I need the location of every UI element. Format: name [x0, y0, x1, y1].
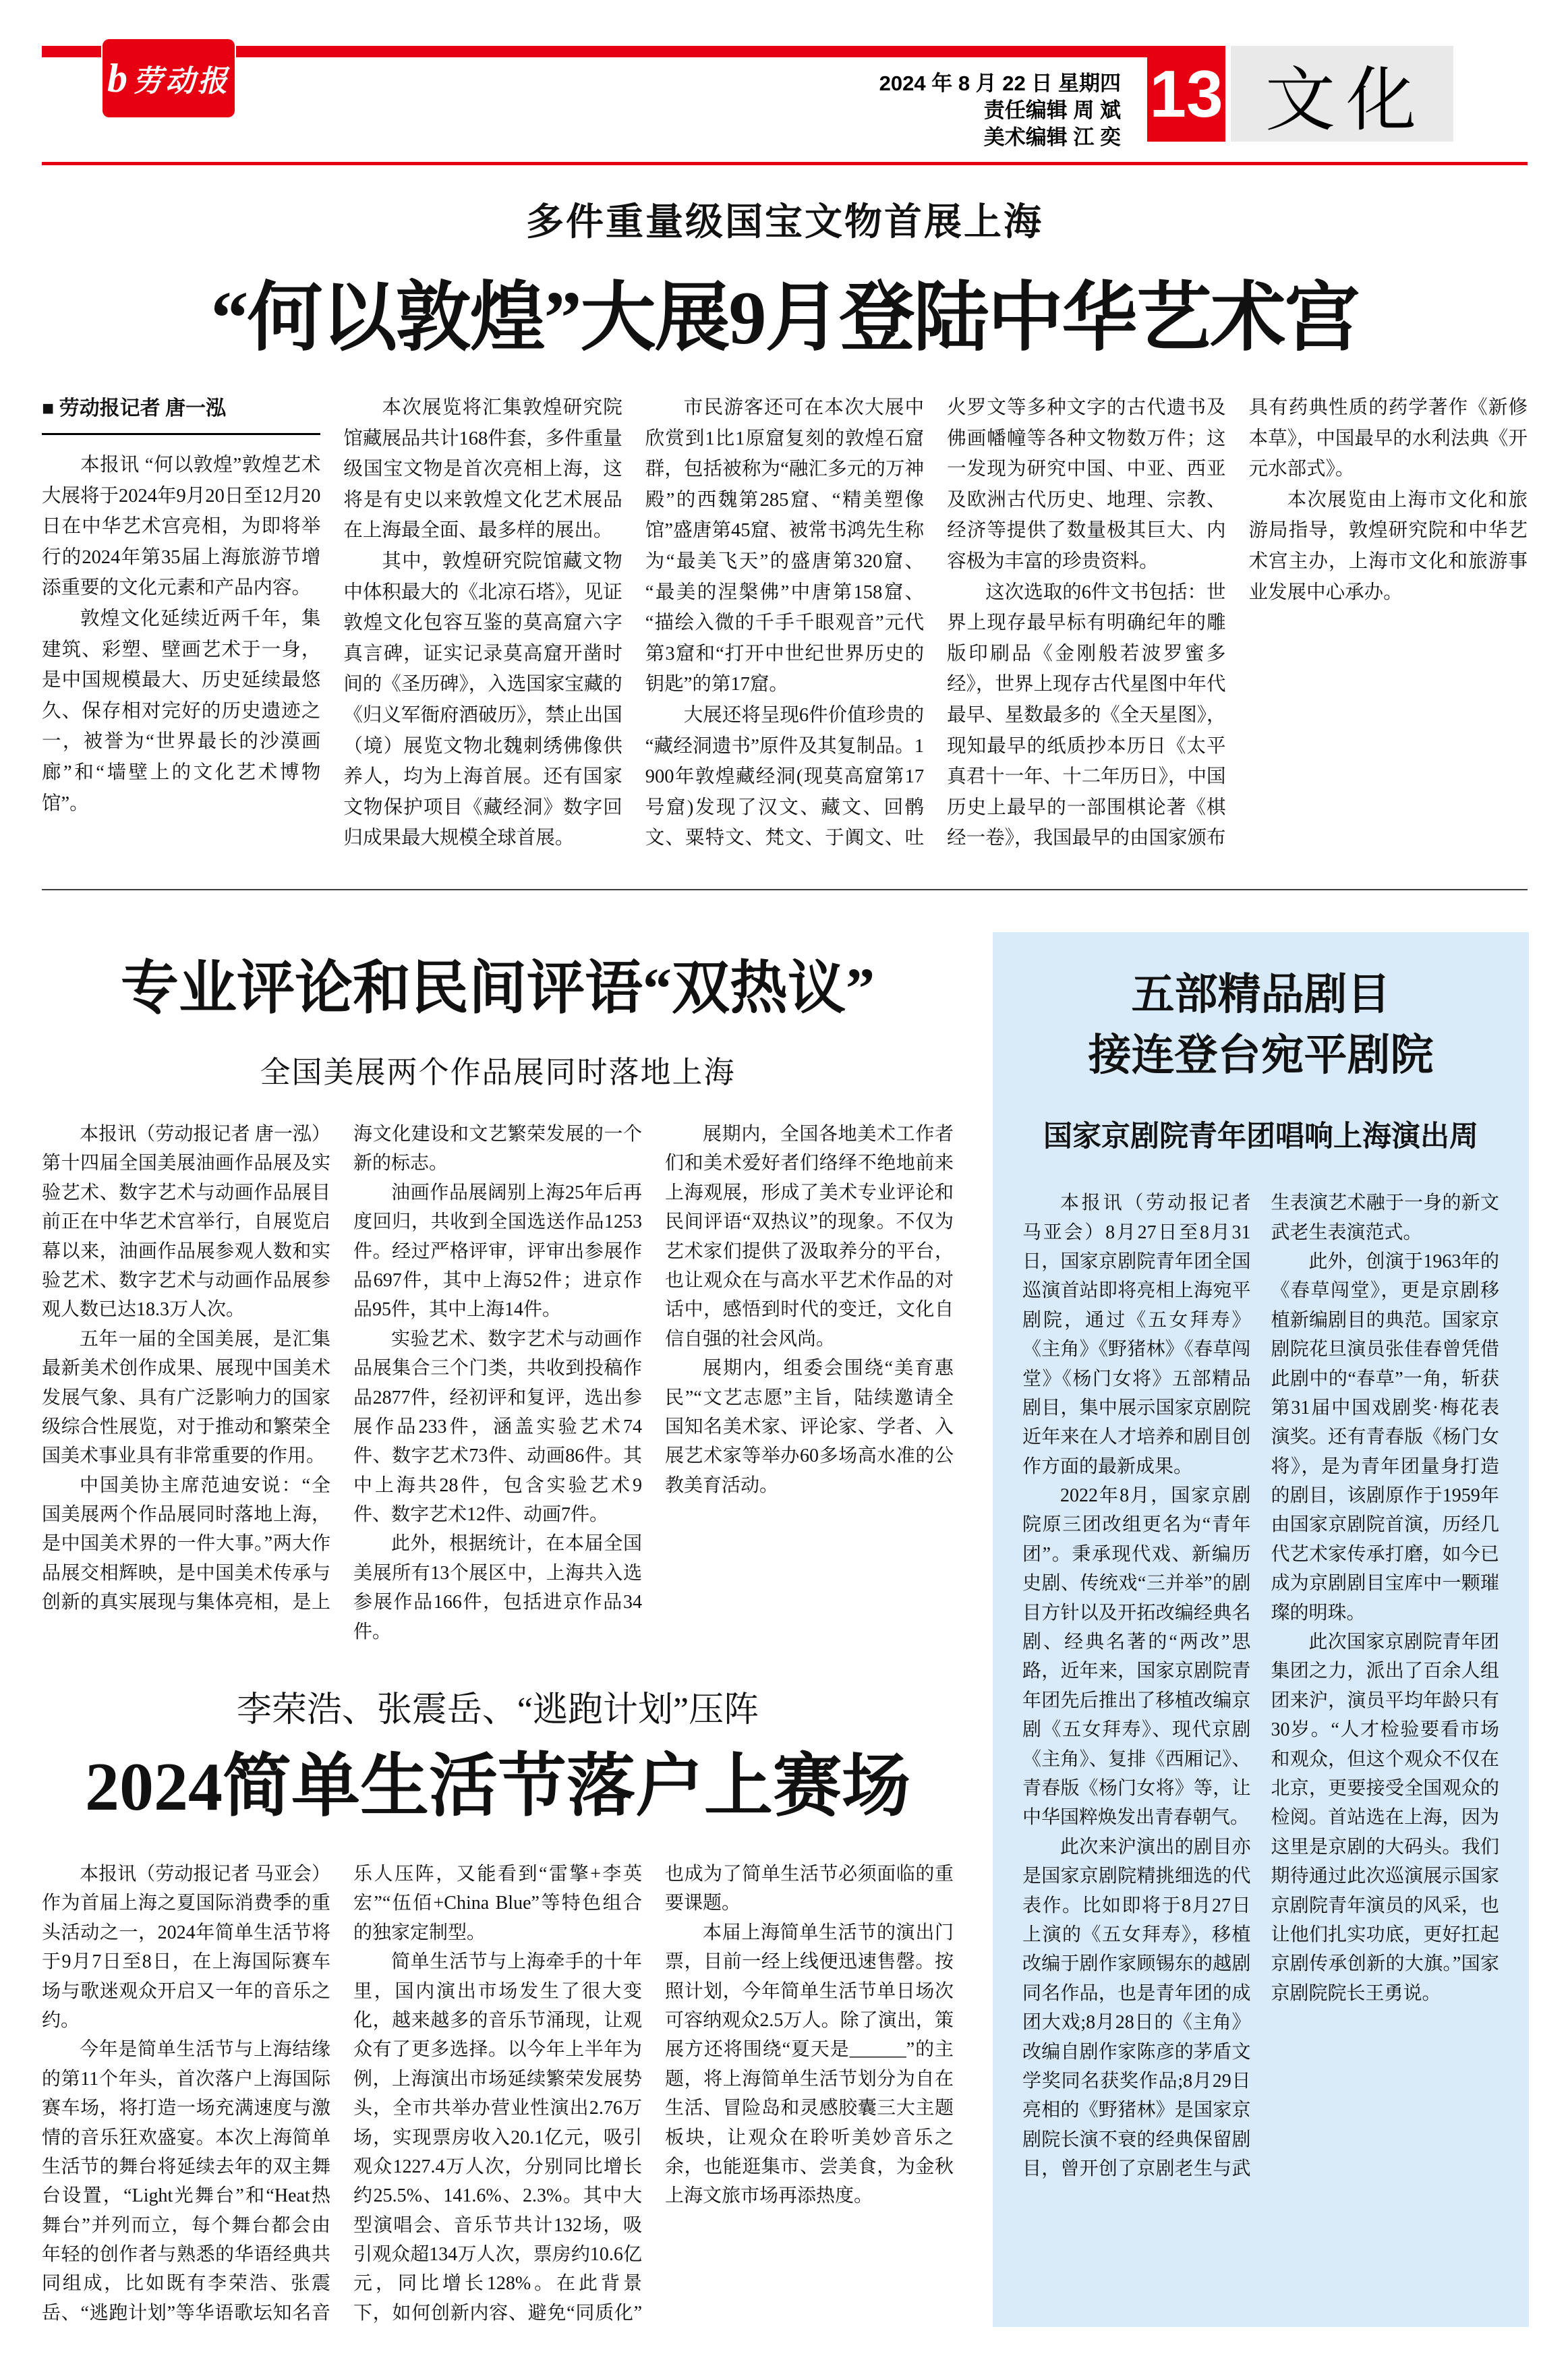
sidebar-opera — [993, 932, 1529, 2327]
article-dunhuang — [42, 192, 1528, 869]
article-art-expo — [42, 941, 954, 1654]
sidebar-opera-title-line2: 接连登台宛平剧院 — [1088, 1031, 1434, 1079]
masthead-logo — [103, 39, 235, 117]
paragraph: 这次选取的6件文书包括：世界上现存最早标有明确纪年的雕版印刷品《金刚般若波罗蜜多经》，世界上现存古代星图中年代最早、星数最多的《全天星图》，现知最早的纸质抄本历日《太平真君十一年、十二年历日》，中国历史上最早的一部围棋论著《棋经一卷》，我国最早的由国家颁布具有药典性质的药学著作《新修本草》，中国最早的水利法典《开元水部式》。 — [947, 397, 1528, 849]
paragraph: 敦煌文化延续近两千年，集建筑、彩塑、壁画艺术于一身，是中国规模最大、历史延续最悠久、保存相对完好的历史遗迹之一，被誉为“世界最长的沙漠画廊”和“墙壁上的文化艺术博物馆”。 — [42, 608, 321, 814]
article-dunhuang-kicker: 多件重量级国宝文物首展上海 — [526, 202, 1043, 243]
byline — [42, 393, 320, 435]
date-text: 2024 年 8 月 22 日 星期四 — [879, 71, 1121, 95]
header-rule-left — [42, 46, 101, 57]
header-divider — [42, 162, 1528, 165]
article-art-expo-body — [42, 1120, 954, 1654]
byline-text: 劳动报记者 唐一泓 — [59, 397, 227, 420]
article-dunhuang-title: “何以敦煌”大展9月登陆中华艺术宫 — [210, 277, 1359, 360]
paragraph: 本次展览将汇集敦煌研究院馆藏展品共计168件套，多件重量级国宝文物是首次亮相上海，这将是有史以来敦煌文化艺术展品在上海最全面、最多样的展出。 — [343, 397, 622, 542]
article-dunhuang-body — [42, 393, 1528, 869]
article-dunhuang-paragraphs — [42, 393, 1528, 869]
article-art-expo-subtitle: 全国美展两个作品展同时落地上海 — [260, 1056, 736, 1089]
masthead-logo-icon: b — [107, 56, 127, 100]
paragraph: 2022年8月，国家京剧院原三团改组更名为“青年团”。秉承现代戏、新编历史剧、传统戏“三并举”的剧目方针以及开拓改编经典名剧、经典名著的“两改”思路，近年来，国家京剧院青年团先后推出了移植改编京剧《五女拜寿》、现代京剧《主角》、复排《西厢记》、青春版《杨门女将》等，让中华国粹焕发出青春朝气。 — [1022, 1485, 1251, 1829]
paragraph: 其中，敦煌研究院馆藏文物中体积最大的《北凉石塔》，见证敦煌文化包容互鉴的莫高窟六字真言碑，证实记录莫高窟开凿时间的《圣历碑》，入选国家宝藏的《归义军衙府酒破历》，禁止出国（境）展览文物北魏刺绣佛像供养人，均为上海首展。还有国家文物保护项目《藏经洞》数字回归成果最大规模全球首展。 — [343, 550, 622, 849]
sidebar-opera-title-line1: 五部精品剧目 — [1131, 971, 1391, 1018]
article-simple-life-body — [42, 1860, 954, 2341]
paragraph: 本报讯（劳动报记者 马亚会）8月27日至8月31日，国家京剧院青年团全国巡演首站即将亮相上海宛平剧院，通过《五女拜寿》《主角》《野猪林》《春草闯堂》《杨门女将》五部精品剧目，集中展示国家京剧院近年来在人才培养和剧目创作方面的最新成果。 — [1022, 1193, 1251, 1477]
paragraph: 大展还将呈现6件价值珍贵的“藏经洞遗书”原件及其复制品。1900年敦煌藏经洞(现莫高窟第17号窟)发现了汉文、藏文、回鹘文、粟特文、梵文、于阗文、吐火罗文等多种文字的古代遗书及佛画幡幢等各种文物数万件；这一发现为研究中国、中亚、西亚及欧洲古代历史、地理、宗教、经济等提供了数量极其巨大、内容极为丰富的珍贵资料。 — [645, 397, 1226, 849]
paragraph: 此外，根据统计，在本届全国美展所有13个展区中，上海共入选参展作品166件，包括进京作品34件。 — [353, 1533, 642, 1642]
paragraph: 中国美协主席范迪安说：“全国美展两个作品展同时落地上海，是中国美术界的一件大事。”两大作品展交相辉映，是中国美术传承与创新的真实展现与集体亮相，是上海文化建设和文艺繁荣发展的一个新的标志。 — [42, 1124, 642, 1613]
header-rule-right — [236, 46, 1147, 57]
paragraph: 今年是简单生活节与上海结缘的第11个年头，首次落户上海国际赛车场，将打造一场充满速度与激情的音乐狂欢盛宴。本次上海简单生活节的舞台将延续去年的双主舞台设置，“Light光舞台”和“Heat热舞台”并列而立，每个舞台都会由年轻的创作者与熟悉的华语经典共同组成，比如既有李荣浩、张震岳、“逃跑计划”等华语歌坛知名音乐人压阵，又能看到“雷擎+李英宏”“伍佰+China Blue”等特色组合的独家定制型。 — [42, 1864, 642, 2324]
section-divider — [42, 889, 1528, 890]
header-meta — [615, 70, 1121, 151]
article-simple-life-title: 2024简单生活节落户上赛场 — [85, 1749, 910, 1825]
masthead-logo-text: 劳动报 — [133, 65, 230, 98]
paragraph: 此外，创演于1963年的《春草闯堂》，更是京剧移植新编剧目的典范。国家京剧院花旦演员张佳春曾凭借此剧中的“春草”一角，斩获第31届中国戏剧奖·梅花表演奖。还有青春版《杨门女将》，是为青年团量身打造的剧目，该剧原作于1959年由国家京剧院首演，历经几代艺术家传承打磨，如今已成为京剧剧目宝库中一颗璀璨的明珠。 — [1271, 1251, 1499, 1624]
page-number-badge: 13 — [1147, 46, 1225, 142]
paragraph: 本次展览由上海市文化和旅游局指导，敦煌研究院和中华艺术宫主办，上海市文化和旅游事业发展中心承办。 — [1248, 489, 1528, 603]
paragraph: 本届上海简单生活节的演出门票，目前一经上线便迅速售罄。按照计划，今年简单生活节单日场次可容纳观众2.5万人。除了演出，策展方还将围绕“夏天是______”的主题，将上海简单生活节划分为自在生活、冒险岛和灵感胶囊三大主题板块，让观众在聆听美妙音乐之余，也能逛集市、尝美食，为金秋上海文旅市场再添热度。 — [665, 1922, 954, 2207]
paragraph: 本报讯（劳动报记者 唐一泓）第十四届全国美展油画作品展及实验艺术、数字艺术与动画作品展目前正在中华艺术宫举行，自展览启幕以来，油画作品展参观人数和实验艺术、数字艺术与动画作品展参观人数已达18.3万人次。 — [42, 1124, 330, 1321]
paragraph: 本报讯 “何以敦煌”敦煌艺术大展将于2024年9月20日至12月20日在中华艺术宫亮相，为即将举行的2024年第35届上海旅游节增添重要的文化元素和产品内容。 — [42, 455, 321, 599]
paragraph: 五年一届的全国美展，是汇集最新美术创作成果、展现中国美术发展气象、具有广泛影响力的国家级综合性展览，对于推动和繁荣全国美术事业具有非常重要的作用。 — [42, 1328, 330, 1467]
paragraph: 本报讯（劳动报记者 马亚会）作为首届上海之夏国际消费季的重头活动之一，2024年简单生活节将于9月7日至8日，在上海国际赛车场与歌迷观众开启又一年的音乐之约。 — [42, 1864, 330, 2031]
byline-marker-icon: ■ — [42, 397, 55, 420]
paragraph: 此次来沪演出的剧目亦是国家京剧院精挑细选的代表作。比如即将于8月27日上演的《五女拜寿》，移植改编于剧作家顾锡东的越剧同名作品，也是青年团的成团大戏;8月28日的《主角》改编自剧作家陈彦的茅盾文学奖同名获奖作品;8月29日亮相的《野猪林》是国家京剧院长演不衰的经典保留剧目，曾开创了京剧老生与武生表演艺术融于一身的新文武老生表演范式。 — [1022, 1193, 1499, 2180]
editor-line-1: 责任编辑 周 斌 — [983, 98, 1121, 122]
page-header — [42, 39, 1528, 154]
article-art-expo-title: 专业评论和民间评语“双热议” — [121, 956, 875, 1021]
sidebar-opera-subtitle: 国家京剧院青年团唱响上海演出周 — [1043, 1121, 1478, 1153]
article-simple-life — [42, 1681, 954, 2341]
editor-line-2: 美术编辑 江 奕 — [983, 125, 1121, 149]
paragraph: 市民游客还可在本次大展中欣赏到1比1原窟复刻的敦煌石窟群，包括被称为“融汇多元的万神殿”的西魏第285窟、“精美塑像馆”盛唐第45窟、被常书鸿先生称为“最美飞天”的盛唐第320窟、“最美的涅槃佛”中唐第158窟、“描绘入微的千手千眼观音”元代第3窟和“打开中世纪世界历史的钥匙”的第17窟。 — [645, 397, 925, 695]
paragraph: 实验艺术、数字艺术与动画作品展集合三个门类，共收到投稿作品2877件，经初评和复评，选出参展作品233件，涵盖实验艺术74件、数字艺术73件、动画86件。其中上海共28件，包含实验艺术9件、数字艺术12件、动画7件。 — [353, 1328, 642, 1526]
paragraph: 简单生活节与上海牵手的十年里，国内演出市场发生了很大变化，越来越多的音乐节涌现，让观众有了更多选择。以今年上半年为例，上海演出市场延续繁荣发展势头，全市共举办营业性演出2.76万场，实现票房收入20.1亿元，吸引观众1227.4万人次，分别同比增长约25.5%、141.6%、2.3%。其中大型演唱会、音乐节共计132场，吸引观众超134万人次，票房约10.6亿元，同比增长128%。在此背景下，如何创新内容、避免“同质化”也成为了简单生活节必须面临的重要课题。 — [353, 1864, 954, 2324]
paragraph: 油画作品展阔别上海25年后再度回归，共收到全国选送作品1253件。经过严格评审，评审出参展作品697件，其中上海52件；进京作品95件，其中上海14件。 — [353, 1182, 642, 1321]
sidebar-opera-title — [1022, 965, 1499, 1085]
paragraph: 此次国家京剧院青年团集团之力，派出了百余人组团来沪，演员平均年龄只有30岁。“人才检验要看市场和观众，但这个观众不仅在北京，更要接受全国观众的检阅。首站选在上海，因为这里是京剧的大码头。我们期待通过此次巡演展示国家京剧院青年演员的风采，也让他们扎实功底，更好扛起京剧传承创新的大旗。”国家京剧院院长王勇说。 — [1271, 1632, 1499, 2004]
section-badge: 文化 — [1231, 46, 1453, 142]
article-simple-life-kicker: 李荣浩、张震岳、“逃跑计划”压阵 — [236, 1691, 759, 1729]
paragraph: 展期内，组委会围绕“美育惠民”“文艺志愿”主旨，陆续邀请全国知名美术家、评论家、学者、入展艺术家等举办60多场高水准的公教美育活动。 — [665, 1358, 954, 1496]
paragraph: 展期内，全国各地美术工作者们和美术爱好者们络绎不绝地前来上海观展，形成了美术专业评论和民间评语“双热议”的现象。不仅为艺术家们提供了汲取养分的平台，也让观众在与高水平艺术作品的对话中，感悟到时代的变迁，文化自信自强的社会风尚。 — [665, 1124, 954, 1350]
sidebar-opera-body — [1022, 1188, 1499, 2241]
